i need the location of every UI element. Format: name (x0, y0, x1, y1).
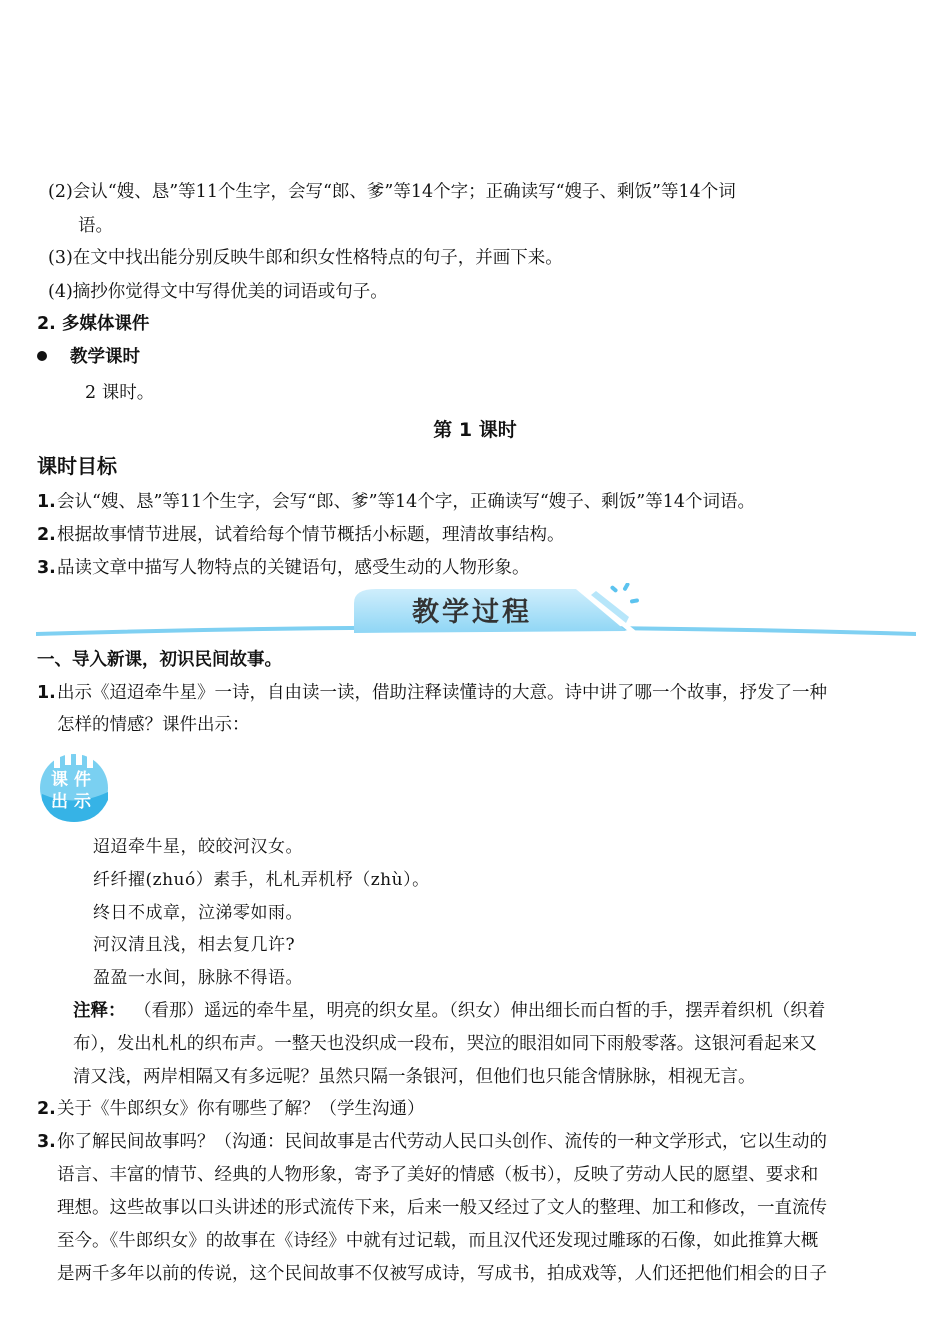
banner-title: 教学过程 (412, 597, 532, 628)
objective-item-3: (3)在文中找出能分别反映牛郎和织女性格特点的句子，并画下来。 (48, 248, 563, 268)
poem-line-4: 河汉清且浅，相去复几许? (93, 935, 296, 955)
step-1-number: 1. (37, 683, 56, 703)
step-2-text: 关于《牛郎织女》你有哪些了解？（学生沟通） (57, 1099, 425, 1119)
step-3-line-5: 是两千多年以前的传说，这个民间故事不仅被写成诗，写成书，拍成戏等，人们还把他们相会的日子 (57, 1264, 827, 1284)
goal-number: 3. (37, 558, 56, 578)
splash-icon (610, 585, 619, 593)
note-line-2: 布），发出札札的织布声。一整天也没织成一段布，哭泣的眼泪如同下雨般零落。这银河看起来又 (73, 1034, 817, 1054)
objective-item-2-line2: 语。 (78, 216, 113, 236)
goal-number: 2. (37, 525, 56, 545)
bullet-icon (37, 351, 47, 361)
poem-line-3: 终日不成章，泣涕零如雨。 (93, 903, 303, 923)
goal-number: 1. (37, 492, 56, 512)
step-3-line-3: 理想。这些故事以口头讲述的形式流传下来，后来一般又经过了文人的整理、加工和修改，一直流传 (57, 1198, 827, 1218)
step-2-number: 2. (37, 1099, 56, 1119)
poem-line-1: 迢迢牵牛星，皎皎河汉女。 (93, 837, 303, 857)
courseware-badge (38, 750, 112, 824)
goal-text: 根据故事情节进展，试着给每个情节概括小标题，理清故事结构。 (57, 525, 565, 545)
goal-text: 会认“嫂、恳”等11个生字，会写“郎、爹”等14个字，正确读写“嫂子、剩饭”等14个词语。 (57, 492, 755, 512)
note-label: 注释： (73, 1001, 126, 1021)
objective-item-2-line1: (2)会认“嫂、恳”等11个生字，会写“郎、爹”等14个字；正确读写“嫂子、剩饭”等14个词 (48, 182, 736, 202)
note-line-1: （看那）遥远的牵牛星，明亮的织女星。（织女）伸出细长而白皙的手，摆弄着织机（织着 (134, 1001, 826, 1021)
courseware-badge-line2: 出示 (51, 792, 97, 812)
step-3-number: 3. (37, 1132, 56, 1152)
lesson-goals-heading: 课时目标 (37, 454, 117, 478)
step-3-line-2: 语言、丰富的情节、经典的人物形象，寄予了美好的情感（板书），反映了劳动人民的愿望、要求和 (57, 1165, 819, 1185)
lesson-title: 第 1 课时 (433, 419, 517, 441)
multimedia-heading: 2. 多媒体课件 (37, 314, 150, 334)
step-1-line1: 出示《迢迢牵牛星》一诗，自由读一读，借助注释读懂诗的大意。诗中讲了哪一个故事，抒发了一种 (57, 683, 827, 703)
process-heading: 一、导入新课，初识民间故事。 (37, 650, 282, 670)
courseware-badge-line1: 课件 (51, 770, 97, 790)
step-1-line2: 怎样的情感？课件出示： (57, 715, 250, 735)
step-3-line-4: 至今。《牛郎织女》的故事在《诗经》中就有过记载，而且汉代还发现过雕琢的石像，如此推算大概 (57, 1231, 819, 1251)
note-line-3: 清又浅，两岸相隔又有多远呢？虽然只隔一条银河，但他们也只能含情脉脉，相视无言。 (73, 1067, 756, 1087)
class-hours-value: 2 课时。 (85, 383, 155, 403)
class-hours-heading: 教学课时 (70, 347, 140, 367)
poem-line-2: 纤纤擢(zhuó）素手，札札弄机杼（zhù）。 (93, 870, 430, 890)
objective-item-4: (4)摘抄你觉得文中写得优美的词语或句子。 (48, 282, 388, 302)
teaching-process-banner (36, 583, 916, 639)
goal-text: 品读文章中描写人物特点的关键语句，感受生动的人物形象。 (57, 558, 530, 578)
step-3-line-1: 你了解民间故事吗？（沟通：民间故事是古代劳动人民口头创作、流传的一种文学形式，它以生动的 (57, 1132, 827, 1152)
poem-line-5: 盈盈一水间，脉脉不得语。 (93, 968, 303, 988)
